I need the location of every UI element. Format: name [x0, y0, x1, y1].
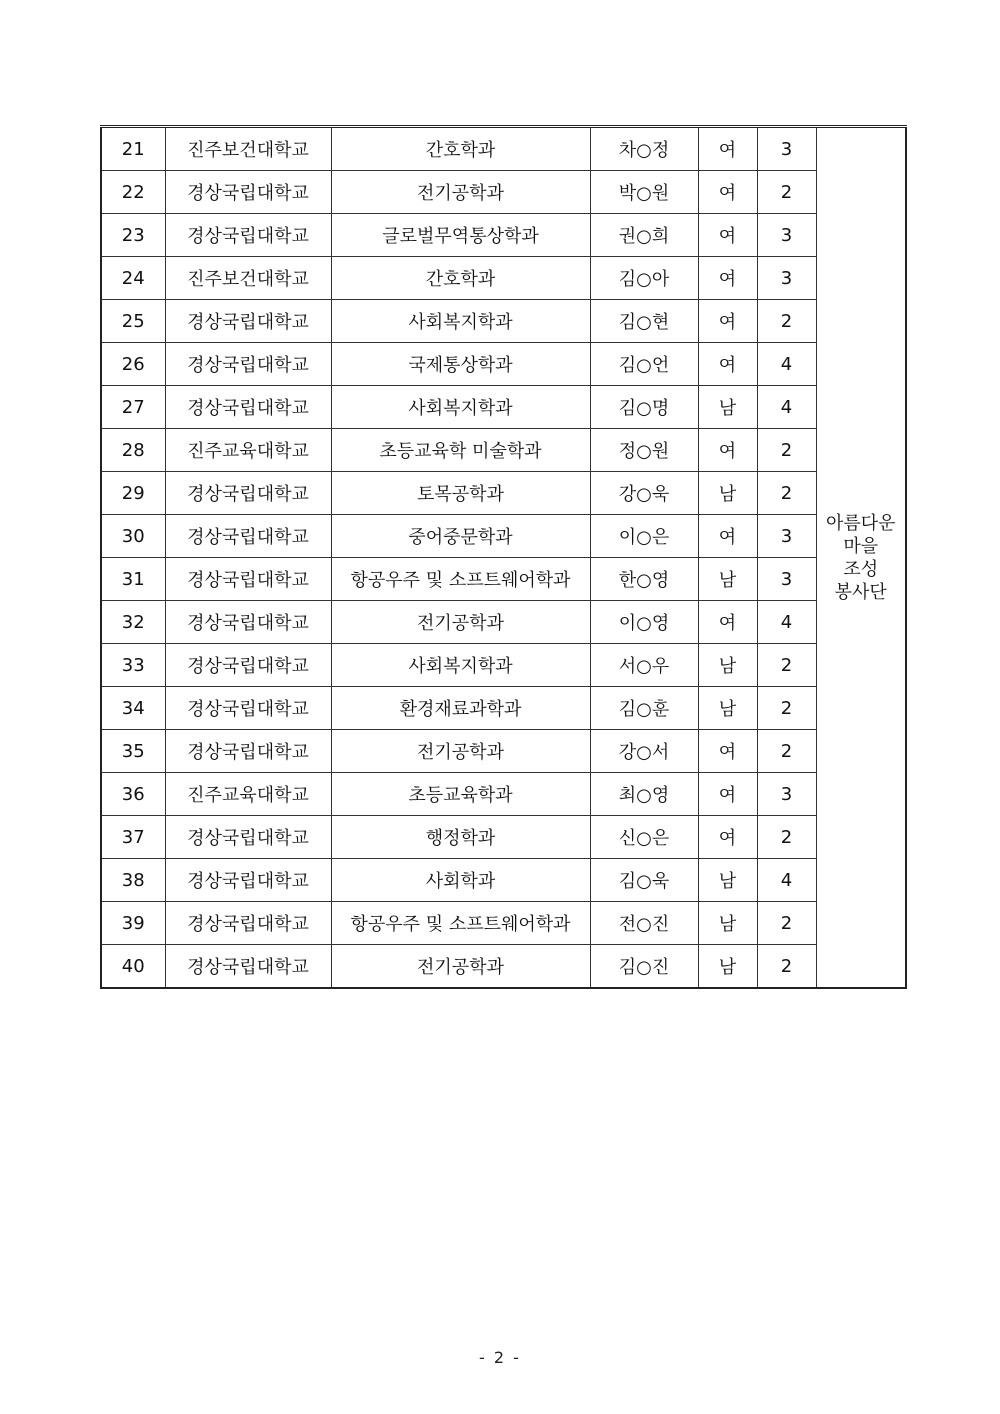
school-year-cell: 2	[757, 945, 816, 989]
department-name-cell: 사회복지학과	[331, 300, 590, 343]
school-year-cell: 2	[757, 816, 816, 859]
table-row	[101, 816, 906, 859]
table-row	[101, 558, 906, 601]
department-name-cell: 중어중문학과	[331, 515, 590, 558]
gender-cell: 남	[698, 687, 757, 730]
school-year-cell: 2	[757, 300, 816, 343]
student-name-cell: 김○욱	[590, 859, 698, 902]
row-number-cell: 26	[101, 343, 165, 386]
row-number-cell: 22	[101, 171, 165, 214]
department-name-cell: 전기공학과	[331, 171, 590, 214]
department-name-cell: 초등교육학과	[331, 773, 590, 816]
school-name-cell: 경상국립대학교	[165, 730, 331, 773]
school-year-cell: 3	[757, 214, 816, 257]
student-name-cell: 이○영	[590, 601, 698, 644]
gender-cell: 여	[698, 429, 757, 472]
row-number-cell: 38	[101, 859, 165, 902]
row-number-cell: 33	[101, 644, 165, 687]
school-name-cell: 경상국립대학교	[165, 300, 331, 343]
school-name-cell: 진주교육대학교	[165, 773, 331, 816]
table-row	[101, 515, 906, 558]
table-row	[101, 730, 906, 773]
table-row	[101, 171, 906, 214]
department-name-cell: 환경재료과학과	[331, 687, 590, 730]
row-number-cell: 36	[101, 773, 165, 816]
school-year-cell: 2	[757, 902, 816, 945]
row-number-cell: 37	[101, 816, 165, 859]
school-name-cell: 경상국립대학교	[165, 644, 331, 687]
student-name-cell: 신○은	[590, 816, 698, 859]
gender-cell: 여	[698, 730, 757, 773]
row-number-cell: 35	[101, 730, 165, 773]
gender-cell: 남	[698, 945, 757, 989]
department-name-cell: 전기공학과	[331, 601, 590, 644]
table-row	[101, 127, 906, 171]
department-name-cell: 전기공학과	[331, 730, 590, 773]
row-number-cell: 28	[101, 429, 165, 472]
gender-cell: 여	[698, 127, 757, 171]
school-year-cell: 2	[757, 429, 816, 472]
roster-body	[101, 127, 906, 989]
student-name-cell: 김○언	[590, 343, 698, 386]
table-row	[101, 343, 906, 386]
row-number-cell: 31	[101, 558, 165, 601]
row-number-cell: 32	[101, 601, 165, 644]
table-row	[101, 687, 906, 730]
school-name-cell: 경상국립대학교	[165, 214, 331, 257]
table-row	[101, 859, 906, 902]
school-year-cell: 2	[757, 687, 816, 730]
school-name-cell: 경상국립대학교	[165, 945, 331, 989]
department-name-cell: 사회복지학과	[331, 386, 590, 429]
department-name-cell: 초등교육학 미술학과	[331, 429, 590, 472]
school-year-cell: 4	[757, 859, 816, 902]
table-row	[101, 472, 906, 515]
school-year-cell: 2	[757, 472, 816, 515]
department-name-cell: 사회복지학과	[331, 644, 590, 687]
school-name-cell: 경상국립대학교	[165, 171, 331, 214]
student-name-cell: 한○영	[590, 558, 698, 601]
school-name-cell: 경상국립대학교	[165, 601, 331, 644]
gender-cell: 여	[698, 816, 757, 859]
student-name-cell: 서○우	[590, 644, 698, 687]
school-year-cell: 2	[757, 644, 816, 687]
row-number-cell: 24	[101, 257, 165, 300]
student-name-cell: 전○진	[590, 902, 698, 945]
page-number: - 2 -	[479, 1348, 521, 1367]
school-name-cell: 경상국립대학교	[165, 558, 331, 601]
student-name-cell: 정○원	[590, 429, 698, 472]
gender-cell: 남	[698, 386, 757, 429]
school-name-cell: 경상국립대학교	[165, 859, 331, 902]
row-number-cell: 39	[101, 902, 165, 945]
table-row	[101, 773, 906, 816]
department-name-cell: 국제통상학과	[331, 343, 590, 386]
department-name-cell: 행정학과	[331, 816, 590, 859]
school-name-cell: 경상국립대학교	[165, 472, 331, 515]
gender-cell: 여	[698, 343, 757, 386]
school-year-cell: 3	[757, 773, 816, 816]
school-year-cell: 3	[757, 558, 816, 601]
gender-cell: 여	[698, 515, 757, 558]
row-number-cell: 25	[101, 300, 165, 343]
school-name-cell: 진주보건대학교	[165, 127, 331, 171]
gender-cell: 여	[698, 257, 757, 300]
gender-cell: 여	[698, 171, 757, 214]
school-year-cell: 4	[757, 343, 816, 386]
row-number-cell: 34	[101, 687, 165, 730]
school-year-cell: 4	[757, 601, 816, 644]
gender-cell: 남	[698, 644, 757, 687]
row-number-cell: 23	[101, 214, 165, 257]
volunteer-group-cell: 아름다운 마을 조성 봉사단	[816, 127, 906, 989]
table-row	[101, 429, 906, 472]
student-name-cell: 강○서	[590, 730, 698, 773]
school-year-cell: 3	[757, 127, 816, 171]
student-name-cell: 이○은	[590, 515, 698, 558]
table-row	[101, 902, 906, 945]
school-name-cell: 진주보건대학교	[165, 257, 331, 300]
table-row	[101, 601, 906, 644]
student-name-cell: 권○희	[590, 214, 698, 257]
school-name-cell: 진주교육대학교	[165, 429, 331, 472]
gender-cell: 여	[698, 773, 757, 816]
gender-cell: 남	[698, 558, 757, 601]
student-name-cell: 김○현	[590, 300, 698, 343]
school-year-cell: 4	[757, 386, 816, 429]
student-name-cell: 차○정	[590, 127, 698, 171]
gender-cell: 남	[698, 902, 757, 945]
row-number-cell: 30	[101, 515, 165, 558]
school-year-cell: 3	[757, 515, 816, 558]
row-number-cell: 21	[101, 127, 165, 171]
row-number-cell: 29	[101, 472, 165, 515]
student-name-cell: 최○영	[590, 773, 698, 816]
table-row	[101, 644, 906, 687]
student-name-cell: 김○훈	[590, 687, 698, 730]
school-year-cell: 2	[757, 171, 816, 214]
table-row	[101, 214, 906, 257]
table-row	[101, 300, 906, 343]
table-row	[101, 945, 906, 989]
department-name-cell: 간호학과	[331, 257, 590, 300]
department-name-cell: 토목공학과	[331, 472, 590, 515]
school-name-cell: 경상국립대학교	[165, 515, 331, 558]
school-year-cell: 2	[757, 730, 816, 773]
school-year-cell: 3	[757, 257, 816, 300]
school-name-cell: 경상국립대학교	[165, 902, 331, 945]
department-name-cell: 전기공학과	[331, 945, 590, 989]
department-name-cell: 간호학과	[331, 127, 590, 171]
gender-cell: 남	[698, 859, 757, 902]
gender-cell: 남	[698, 472, 757, 515]
student-name-cell: 박○원	[590, 171, 698, 214]
department-name-cell: 항공우주 및 소프트웨어학과	[331, 902, 590, 945]
table-row	[101, 386, 906, 429]
school-name-cell: 경상국립대학교	[165, 816, 331, 859]
department-name-cell: 항공우주 및 소프트웨어학과	[331, 558, 590, 601]
school-name-cell: 경상국립대학교	[165, 343, 331, 386]
student-name-cell: 김○진	[590, 945, 698, 989]
row-number-cell: 40	[101, 945, 165, 989]
school-name-cell: 경상국립대학교	[165, 687, 331, 730]
student-name-cell: 김○명	[590, 386, 698, 429]
department-name-cell: 글로벌무역통상학과	[331, 214, 590, 257]
student-name-cell: 김○아	[590, 257, 698, 300]
student-name-cell: 강○욱	[590, 472, 698, 515]
table-row	[101, 257, 906, 300]
gender-cell: 여	[698, 300, 757, 343]
volunteer-roster-table	[100, 125, 907, 989]
gender-cell: 여	[698, 214, 757, 257]
department-name-cell: 사회학과	[331, 859, 590, 902]
row-number-cell: 27	[101, 386, 165, 429]
gender-cell: 여	[698, 601, 757, 644]
school-name-cell: 경상국립대학교	[165, 386, 331, 429]
